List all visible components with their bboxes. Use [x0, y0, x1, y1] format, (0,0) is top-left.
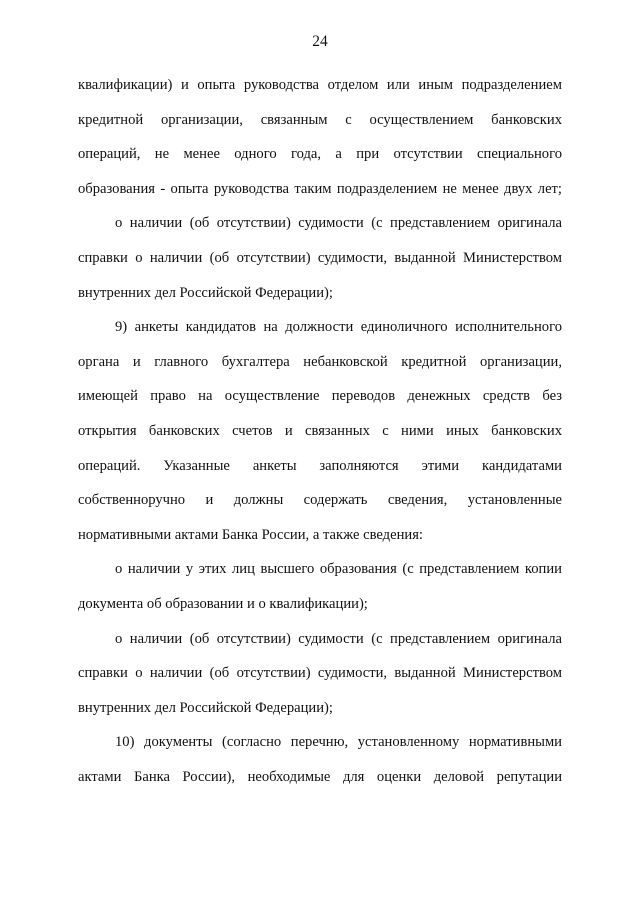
- text-line: справки о наличии (об отсутствии) судимости, выданной Министерством: [78, 665, 562, 682]
- document-body: [78, 68, 562, 794]
- text-line: открытия банковских счетов и связанных с ними иных банковских: [78, 422, 562, 439]
- text-line: нормативными актами Банка России, а также сведения:: [78, 526, 423, 543]
- text-line: образования - опыта руководства таким подразделением не менее двух лет;: [78, 180, 562, 197]
- text-line: справки о наличии (об отсутствии) судимости, выданной Министерством: [78, 249, 562, 266]
- text-line: актами Банка России), необходимые для оценки деловой репутации: [78, 768, 562, 785]
- text-line: документа об образовании и о квалификации);: [78, 595, 368, 612]
- text-line: внутренних дел Российской Федерации);: [78, 284, 333, 301]
- text-line: имеющей право на осуществление переводов денежных средств без: [78, 388, 562, 405]
- text-line: органа и главного бухгалтера небанковской кредитной организации,: [78, 353, 562, 370]
- text-line: операций, не менее одного года, а при отсутствии специального: [78, 146, 562, 163]
- text-line: кредитной организации, связанным с осуществлением банковских: [78, 111, 562, 128]
- text-line: о наличии (об отсутствии) судимости (с представлением оригинала: [115, 215, 562, 232]
- text-line: собственноручно и должны содержать сведения, установленные: [78, 492, 562, 509]
- text-line: о наличии (об отсутствии) судимости (с представлением оригинала: [115, 630, 562, 647]
- text-line: квалификации) и опыта руководства отделом или иным подразделением: [78, 77, 562, 93]
- page-number: 24: [312, 33, 328, 50]
- text-line: 10) документы (согласно перечню, установленному нормативными: [115, 734, 562, 751]
- text-line: о наличии у этих лиц высшего образования (с представлением копии: [115, 561, 562, 578]
- text-line: 9) анкеты кандидатов на должности единоличного исполнительного: [115, 319, 562, 336]
- text-line: операций. Указанные анкеты заполняются этими кандидатами: [78, 457, 562, 474]
- text-line: внутренних дел Российской Федерации);: [78, 699, 333, 716]
